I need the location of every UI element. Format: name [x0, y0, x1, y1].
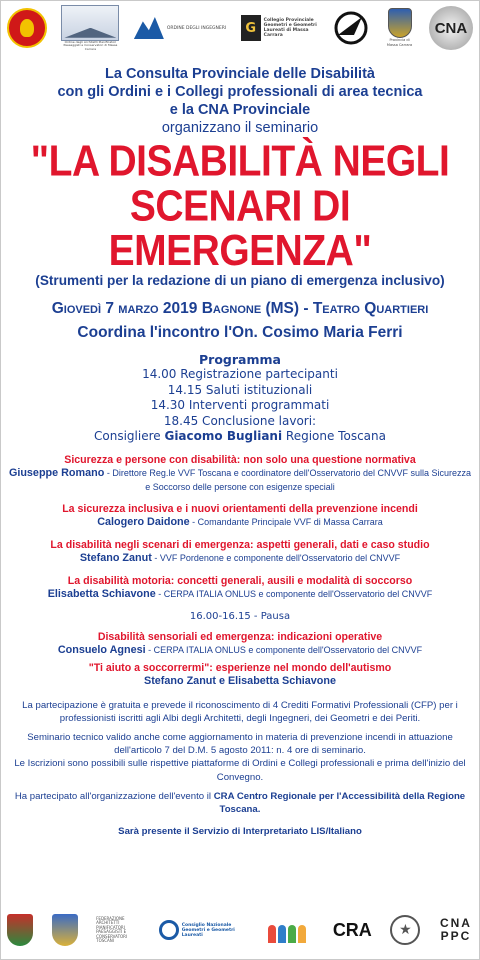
organization-bold: CRA Centro Regionale per l'Accessibilità della Regione Toscana. [213, 790, 466, 815]
intro-line-2: con gli Ordini e i Collegi professionali di area tecnica [57, 84, 423, 100]
info-credits: La partecipazione è gratuita e prevede il riconoscimento di 4 Crediti Formativi Professionali (CFP) per i professionisti iscritti agli Albi degli Architetti, degli Ingegneri, dei Geometri e dei Periti. [22, 699, 458, 724]
session-speaker-line: Calogero Daidone - Comandante Principale VVF di Massa Carrara [97, 515, 383, 528]
ordine-architetti-caption: Ordine degli Architetti Pianificatori Paesaggisti e Conservatori di Massa Carrara [63, 39, 118, 51]
cnappc-logo [439, 917, 473, 943]
closing-name: Giacomo Bugliani [164, 429, 283, 443]
session-title: La disabilità negli scenari di emergenza: aspetti generali, dati e caso studio [50, 538, 430, 551]
session-role: Direttore Reg.le VVF Toscana e coordinatore dell'Osservatorio del CNVVF sulla Sicurezza e Soccorso delle persone con esigenze speciali [112, 467, 472, 492]
programma-heading: Programma [199, 352, 281, 367]
intro-block [1, 65, 479, 137]
session-title: La sicurezza inclusiva e i nuovi orientamenti della prevenzione incendi [62, 502, 418, 515]
session-role: CERPA ITALIA ONLUS e componente dell'Osservatorio del CNVVF [163, 588, 433, 599]
title-line-1: "LA DISABILITÀ NEGLI [30, 137, 450, 186]
session-speaker: Elisabetta Schiavone [47, 587, 156, 600]
session-speaker: Stefano Zanut e Elisabetta Schiavone [144, 674, 336, 687]
people-logo [260, 917, 314, 943]
session-speaker: Stefano Zanut [79, 551, 152, 564]
info-organization [11, 790, 469, 816]
info-block [1, 699, 479, 817]
collegio-geometri-caption: Collegio Provinciale Geometri e Geometri Laureati di Massa Carrara [263, 18, 317, 38]
programma-item: 14.30 Interventi programmati [150, 398, 330, 412]
lis-interpreting-note: Sarà presente il Servizio di Interpretariato LIS/Italiano [118, 826, 362, 838]
flyer-content [1, 55, 479, 837]
provincia-caption: Provincia di Massa Carrara [386, 38, 413, 47]
session-6 [1, 662, 479, 689]
event-date-venue: Giovedì 7 marzo 2019 Bagnone (MS) - Teatro Quartieri [51, 300, 429, 317]
intro-line-4: organizzano il seminario [161, 120, 319, 136]
intro-line-1: La Consulta Provinciale delle Disabilità [105, 66, 375, 82]
collegio-geometri-logo: G Collegio Provinciale Geometri e Geometri Laureati di Massa Carrara [241, 15, 318, 41]
cnappc-logo-text: CNA PPC [439, 916, 472, 943]
programma-item: 14.00 Registrazione partecipanti [142, 367, 338, 381]
session-speaker: Calogero Daidone [97, 515, 190, 528]
session-title: Sicurezza e persone con disabilità: non solo una questione normativa [64, 453, 416, 466]
ordine-ingegneri-logo [134, 17, 226, 39]
closing-prefix: Consigliere [94, 429, 161, 443]
session-role: VVF Pordenone e componente dell'Osservatorio del CNVVF [159, 552, 401, 563]
coordinator-line: Coordina l'incontro l'On. Cosimo Maria Ferri [77, 324, 403, 341]
session-speaker-line: Stefano Zanut - VVF Pordenone e componente dell'Osservatorio del CNVVF [79, 551, 401, 564]
session-5 [1, 631, 479, 658]
periti-logo [332, 9, 370, 47]
comune-logo [52, 914, 78, 946]
repubblica-emblem: ★ [390, 915, 420, 945]
programma-item: 14.15 Saluti istituzionali [167, 382, 313, 397]
pausa-line: 16.00-16.15 - Pausa [189, 610, 291, 622]
session-title: La disabilità motoria: concetti generali, ausili e modalità di soccorso [67, 574, 413, 587]
session-speaker: Consuelo Agnesi [57, 643, 146, 656]
ordine-architetti-logo [61, 5, 119, 52]
cna-logo-text: CNA [429, 6, 473, 50]
comune-bagnone-logo [7, 914, 33, 946]
intro-line-3: e la CNA Provinciale [169, 102, 311, 118]
programma-item: 18.45 Conclusione lavori: [163, 413, 317, 428]
info-validity: Seminario tecnico valido anche come aggiornamento in materia di prevenzione incendi in attuazione dell'articolo 7 del D.M. 5 agosto 2011: n. 4 ore di seminario. [27, 731, 453, 757]
federazione-logo [96, 917, 140, 944]
title-line-2: SCENARI DI EMERGENZA" [108, 182, 372, 276]
session-speaker-line: Giuseppe Romano - Direttore Reg.le VVF Toscana e coordinatore dell'Osservatorio del CNVVF sulla Sicurezza e Soccorso delle persone con esigenze speciali [8, 466, 472, 492]
cra-logo-text: CRA [332, 919, 372, 940]
session-speaker-line: Consuelo Agnesi - CERPA ITALIA ONLUS e componente dell'Osservatorio del CNVVF [57, 643, 423, 656]
provincia-massa-carrara-logo [385, 8, 415, 48]
consiglio-nazionale-geometri-logo [159, 920, 242, 940]
cng-caption: Consiglio Nazionale Geometri e Geometri Laureati [181, 922, 235, 938]
session-title: Disabilità sensoriali ed emergenza: indicazioni operative [97, 630, 383, 643]
session-title: "Ti aiuto a soccorrermi": esperienze nel mondo dell'autismo [88, 661, 392, 674]
session-role: CERPA ITALIA ONLUS e componente dell'Osservatorio del CNVVF [153, 644, 423, 655]
programma-list [1, 367, 479, 445]
session-speaker-line: Elisabetta Schiavone - CERPA ITALIA ONLUS e componente dell'Osservatorio del CNVVF [47, 587, 433, 600]
top-logo-strip [7, 5, 473, 51]
organization-prefix: Ha partecipato all'organizzazione dell'evento il [14, 790, 212, 802]
programma-closing [1, 429, 479, 445]
federazione-caption: FEDERAZIONE ARCHITETTI PIANIFICATORI PAESAGGISTI E CONSERVATORI TOSCANI [96, 915, 128, 943]
session-3 [1, 539, 479, 566]
cna-logo [429, 6, 473, 50]
closing-suffix: Regione Toscana [285, 429, 386, 443]
bottom-logo-strip [7, 907, 473, 953]
session-1 [1, 454, 479, 494]
info-registration: Le Iscrizioni sono possibili sulle rispettive piattaforme di Ordini e Collegi professionali e prima dell'inizio del Convegno. [14, 758, 466, 783]
session-role: Comandante Principale VVF di Massa Carrara [197, 516, 383, 527]
seminar-title [1, 137, 479, 276]
cra-logo [333, 920, 372, 941]
session-2 [1, 503, 479, 530]
session-speaker: Giuseppe Romano [8, 466, 105, 479]
session-4 [1, 575, 479, 602]
ordine-ingegneri-caption: ORDINE DEGLI INGEGNERI [166, 25, 227, 31]
vigili-del-fuoco-logo [7, 8, 47, 48]
session-speaker-line [1, 674, 479, 689]
seminar-subtitle: (Strumenti per la redazione di un piano di emergenza inclusivo) [35, 273, 445, 288]
